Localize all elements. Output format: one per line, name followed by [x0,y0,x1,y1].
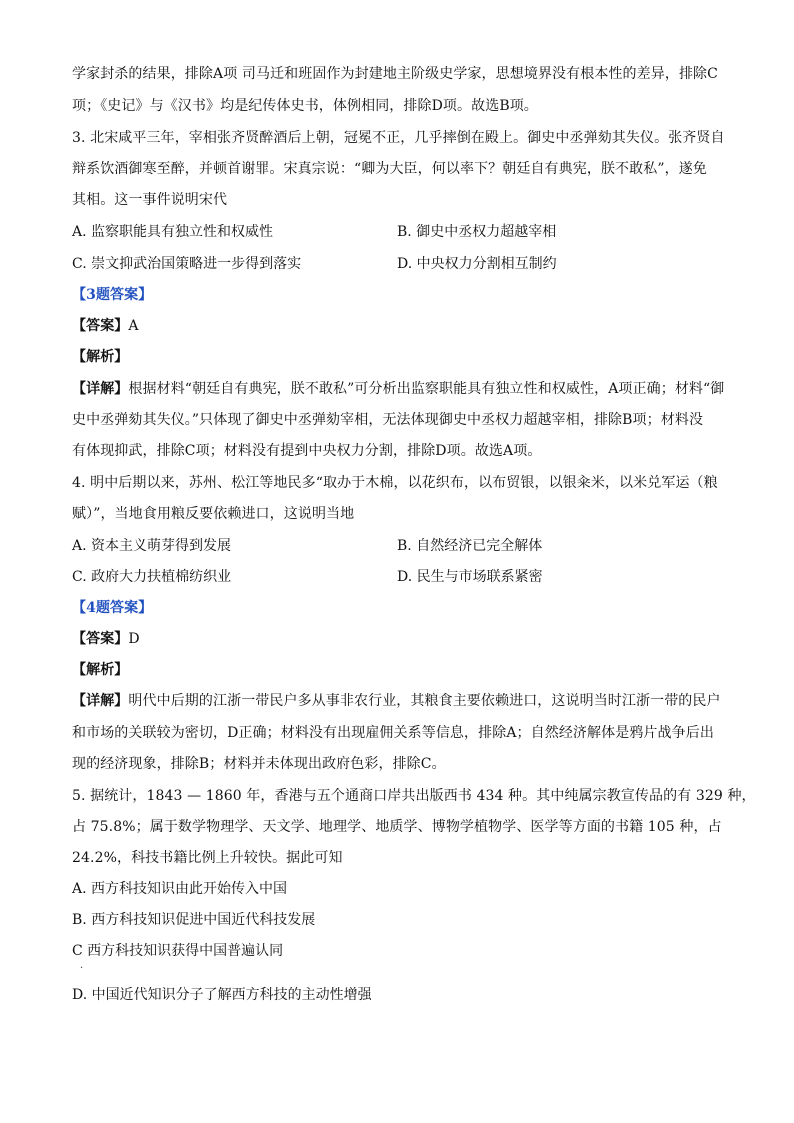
answer-label: 【答案】 [72,318,129,334]
q4-option-a: A. 资本主义萌芽得到发展 [72,538,232,554]
q4-detail-line-1: 【详解】明代中后期的江浙一带民户多从事非农行业，其粮食主要依赖进口，这说明当时江浙一带的民户 [72,693,721,709]
answer-value: D [128,631,140,647]
q3-answer-header: 【3题答案】 [72,287,153,303]
q3-answer [72,315,724,337]
q3-stem-line-1: 3. 北宋咸平三年，宰相张齐贤醉酒后上朝，冠冕不正，几乎摔倒在殿上。御史中丞弹劾其失仪。张齐贤自 [72,130,725,146]
q4-stem-line-1: 4. 明中后期以来，苏州、松江等地民多“取办于木棉，以花织布，以布贸银，以银籴米，以米兑军运（粮 [72,475,718,491]
q5-option-c: C 西方科技知识获得中国普遍认同 [72,943,284,959]
q4-answer-header: 【4题答案】 [72,600,153,616]
q4-detail-line-2: 和市场的关联较为密切，D正确；材料没有出现雇佣关系等信息，排除A；自然经济解体是鸦片战争后出 [72,725,714,741]
detail-label: 【详解】 [72,381,129,397]
q3-option-c: C. 崇文抑武治国策略进一步得到落实 [72,256,302,272]
stray-dot: . [80,960,84,971]
q3-stem-line-2: 辩系饮酒御寒至醉，并顿首谢罪。宋真宗说：“卿为大臣，何以率下？朝廷自有典宪，朕不敢私”，遂免 [72,161,707,177]
q3-detail-line-1: 【详解】根据材料“朝廷自有典宪，朕不敢私”可分析出监察职能具有独立性和权威性，A项正确；材料“御 [72,381,725,397]
q4-detail-line-3: 现的经济现象，排除B；材料并未体现出政府色彩，排除C。 [72,756,446,772]
q4-option-d: D. 民生与市场联系紧密 [397,569,543,585]
q5-stem-line-2: 占 75.8%；属于数学物理学、天文学、地理学、地质学、博物学植物学、医学等方面的书籍 105 种，占 [72,819,722,835]
q3-option-d: D. 中央权力分割相互制约 [397,256,557,272]
q4-analysis-label: 【解析】 [72,662,129,678]
q3-analysis-label: 【解析】 [72,349,129,365]
q3-option-b: B. 御史中丞权力超越宰相 [397,224,557,240]
q5-option-b: B. 西方科技知识促进中国近代科技发展 [72,912,316,928]
answer-label: 【答案】 [72,631,129,647]
answer-value: A [128,318,139,334]
q3-stem-line-3: 其相。这一事件说明宋代 [72,192,228,208]
q5-option-a: A. 西方科技知识由此开始传入中国 [72,881,288,897]
q4-stem-line-2: 赋）”，当地食用粮反要依赖进口，这说明当地 [72,506,355,522]
q4-option-b: B. 自然经济已完全解体 [397,538,543,554]
q4-option-c: C. 政府大力扶植棉纺织业 [72,569,232,585]
q5-stem-line-3: 24.2%，科技书籍比例上升较快。据此可知 [72,850,343,866]
q5-stem-line-1: 5. 据统计，1843 — 1860 年，香港与五个通商口岸共出版西书 434 种。其中纯属宗教宣传品的有 329 种， [72,788,756,804]
paragraph-line: 学家封杀的结果，排除A项 司马迁和班固作为封建地主阶级史学家，思想境界没有根本性的差异，排除C [72,66,718,82]
paragraph-line: 项；《史记》与《汉书》均是纪传体史书，体例相同，排除D项。故选B项。 [72,98,538,114]
q3-detail-line-3: 有体现抑武，排除C项；材料没有提到中央权力分割，排除D项。故选A项。 [72,443,542,459]
detail-label: 【详解】 [72,693,129,709]
q3-detail-line-2: 史中丞弹劾其失仪。”只体现了御史中丞弹劾宰相，无法体现御史中丞权力超越宰相，排除B项；材料没 [72,412,704,428]
q5-option-d: D. 中国近代知识分子了解西方科技的主动性增强 [72,987,372,1003]
q3-option-a: A. 监察职能具有独立性和权威性 [72,224,274,240]
q4-answer [72,628,724,650]
